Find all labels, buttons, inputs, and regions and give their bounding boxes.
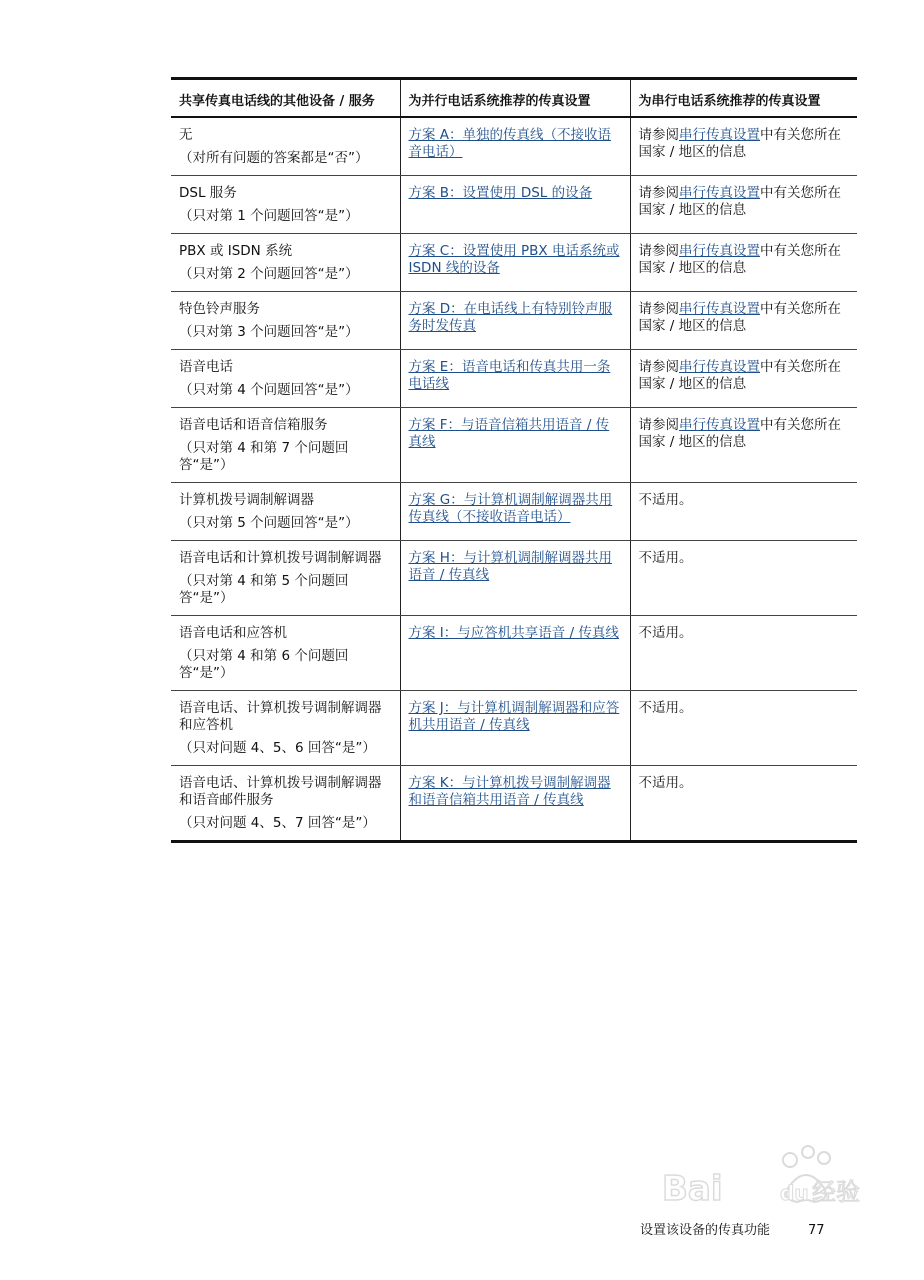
page-number: 77 — [808, 1223, 825, 1238]
serial-not-applicable: 不适用。 — [638, 775, 693, 791]
device-cell — [171, 541, 400, 616]
page-footer — [640, 1219, 825, 1238]
baidu-watermark-logo — [662, 1138, 872, 1218]
serial-prefix: 请参阅 — [638, 417, 679, 433]
header-parallel-setup: 为并行电话系统推荐的传真设置 — [400, 79, 630, 118]
serial-setup-link[interactable]: 串行传真设置 — [679, 359, 760, 375]
parallel-cell — [400, 292, 630, 350]
serial-cell — [630, 616, 857, 691]
header-serial-setup: 为串行电话系统推荐的传真设置 — [630, 79, 857, 118]
serial-info — [639, 492, 850, 509]
serial-cell — [630, 350, 857, 408]
table-row — [171, 350, 857, 408]
table-row — [171, 292, 857, 350]
table-row — [171, 691, 857, 766]
parallel-setup-link[interactable]: 方案 G：与计算机调制解调器共用传真线（不接收语音电话） — [408, 492, 613, 525]
parallel-setup-link[interactable]: 方案 B：设置使用 DSL 的设备 — [408, 185, 593, 201]
parallel-setup-link[interactable]: 方案 J：与计算机调制解调器和应答机共用语音 / 传真线 — [408, 700, 620, 733]
serial-cell — [630, 176, 857, 234]
serial-cell — [630, 234, 857, 292]
table-row — [171, 616, 857, 691]
serial-cell — [630, 691, 857, 766]
parallel-setup-link[interactable]: 方案 H：与计算机调制解调器共用语音 / 传真线 — [408, 550, 612, 583]
serial-info — [639, 185, 850, 219]
device-cell — [171, 234, 400, 292]
device-condition: （对所有问题的答案都是“否”） — [179, 150, 369, 166]
device-cell — [171, 292, 400, 350]
serial-suffix: 中有关您所在国家 / 地区的信息 — [638, 127, 841, 160]
serial-setup-link[interactable]: 串行传真设置 — [679, 417, 760, 433]
parallel-setup-link[interactable]: 方案 K：与计算机拨号调制解调器和语音信箱共用语音 / 传真线 — [408, 775, 611, 808]
serial-setup-link[interactable]: 串行传真设置 — [679, 185, 760, 201]
serial-info — [639, 243, 850, 277]
parallel-setup-link[interactable]: 方案 F：与语音信箱共用语音 / 传真线 — [408, 417, 610, 450]
parallel-cell — [400, 117, 630, 176]
header-other-devices: 共享传真电话线的其他设备 / 服务 — [171, 79, 400, 118]
device-cell — [171, 350, 400, 408]
serial-not-applicable: 不适用。 — [638, 700, 693, 716]
device-name: 语音电话和计算机拨号调制解调器 — [179, 550, 382, 566]
serial-prefix: 请参阅 — [638, 301, 679, 317]
serial-info — [639, 301, 850, 335]
table-row — [171, 176, 857, 234]
footer-section-title: 设置该设备的传真功能 — [640, 1223, 771, 1238]
serial-prefix: 请参阅 — [638, 127, 679, 143]
device-condition: （只对第 4 和第 6 个问题回答“是”） — [179, 648, 349, 681]
device-name: PBX 或 ISDN 系统 — [179, 243, 293, 259]
serial-prefix: 请参阅 — [638, 185, 679, 201]
svg-text:du: du — [780, 1181, 809, 1205]
table-row — [171, 766, 857, 842]
serial-not-applicable: 不适用。 — [638, 550, 693, 566]
device-cell — [171, 483, 400, 541]
table-row — [171, 117, 857, 176]
parallel-setup-link[interactable]: 方案 E：语音电话和传真共用一条电话线 — [408, 359, 611, 392]
parallel-cell — [400, 691, 630, 766]
device-condition: （只对第 3 个问题回答“是”） — [179, 324, 359, 340]
device-condition: （只对第 5 个问题回答“是”） — [179, 515, 359, 531]
parallel-cell — [400, 408, 630, 483]
serial-cell — [630, 292, 857, 350]
parallel-setup-link[interactable]: 方案 I：与应答机共享语音 / 传真线 — [408, 625, 619, 641]
serial-info — [639, 775, 850, 792]
device-condition: （只对第 2 个问题回答“是”） — [179, 266, 359, 282]
serial-info — [639, 625, 850, 642]
parallel-cell — [400, 541, 630, 616]
table-row — [171, 408, 857, 483]
table-row — [171, 541, 857, 616]
parallel-cell — [400, 483, 630, 541]
device-name: DSL 服务 — [179, 185, 237, 201]
serial-suffix: 中有关您所在国家 / 地区的信息 — [638, 243, 841, 276]
table-row — [171, 483, 857, 541]
serial-info — [639, 359, 850, 393]
parallel-setup-link[interactable]: 方案 A：单独的传真线（不接收语音电话） — [408, 127, 612, 160]
parallel-cell — [400, 616, 630, 691]
serial-cell — [630, 541, 857, 616]
device-condition: （只对第 4 和第 5 个问题回答“是”） — [179, 573, 349, 606]
svg-text:经验: 经验 — [812, 1178, 860, 1206]
device-name: 计算机拨号调制解调器 — [179, 492, 314, 508]
serial-info — [639, 127, 850, 161]
parallel-setup-link[interactable]: 方案 C：设置使用 PBX 电话系统或 ISDN 线的设备 — [408, 243, 620, 276]
parallel-setup-link[interactable]: 方案 D：在电话线上有特别铃声服务时发传真 — [408, 301, 613, 334]
serial-cell — [630, 408, 857, 483]
serial-cell — [630, 483, 857, 541]
serial-setup-link[interactable]: 串行传真设置 — [679, 301, 760, 317]
parallel-cell — [400, 234, 630, 292]
device-cell — [171, 117, 400, 176]
device-cell — [171, 176, 400, 234]
serial-info — [639, 417, 850, 451]
device-name: 语音电话 — [179, 359, 233, 375]
device-cell — [171, 616, 400, 691]
serial-prefix: 请参阅 — [638, 359, 679, 375]
fax-setup-table — [171, 77, 857, 843]
serial-info — [639, 550, 850, 567]
device-name: 无 — [179, 127, 193, 143]
svg-text:Bai: Bai — [662, 1169, 723, 1209]
serial-not-applicable: 不适用。 — [638, 492, 693, 508]
serial-cell — [630, 766, 857, 842]
serial-prefix: 请参阅 — [638, 243, 679, 259]
serial-cell — [630, 117, 857, 176]
device-name: 语音电话、计算机拨号调制解调器和语音邮件服务 — [179, 775, 382, 808]
serial-suffix: 中有关您所在国家 / 地区的信息 — [638, 301, 841, 334]
device-name: 语音电话、计算机拨号调制解调器和应答机 — [179, 700, 382, 733]
device-cell — [171, 408, 400, 483]
table-header-row — [171, 79, 857, 118]
serial-suffix: 中有关您所在国家 / 地区的信息 — [638, 185, 841, 218]
parallel-cell — [400, 350, 630, 408]
device-name: 语音电话和语音信箱服务 — [179, 417, 328, 433]
device-cell — [171, 691, 400, 766]
device-condition: （只对第 1 个问题回答“是”） — [179, 208, 359, 224]
device-condition: （只对问题 4、5、7 回答“是”） — [179, 815, 376, 831]
parallel-cell — [400, 176, 630, 234]
serial-not-applicable: 不适用。 — [638, 625, 693, 641]
device-name: 特色铃声服务 — [179, 301, 260, 317]
device-condition: （只对第 4 和第 7 个问题回答“是”） — [179, 440, 349, 473]
device-condition: （只对问题 4、5、6 回答“是”） — [179, 740, 376, 756]
device-cell — [171, 766, 400, 842]
serial-info — [639, 700, 850, 717]
serial-suffix: 中有关您所在国家 / 地区的信息 — [638, 417, 841, 450]
device-name: 语音电话和应答机 — [179, 625, 287, 641]
table-row — [171, 234, 857, 292]
parallel-cell — [400, 766, 630, 842]
serial-suffix: 中有关您所在国家 / 地区的信息 — [638, 359, 841, 392]
serial-setup-link[interactable]: 串行传真设置 — [679, 127, 760, 143]
serial-setup-link[interactable]: 串行传真设置 — [679, 243, 760, 259]
device-condition: （只对第 4 个问题回答“是”） — [179, 382, 359, 398]
